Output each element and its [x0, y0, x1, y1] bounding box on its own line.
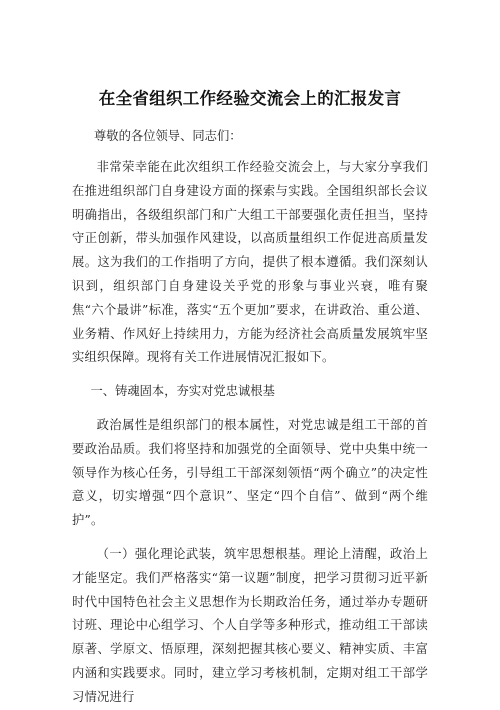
- subsection-1-paragraph: （一）强化理论武装，筑牢思想根基。理论上清醒，政治上才能坚定。我们严格落实“第一议题”制度，把学习贯彻习近平新时代中国特色社会主义思想作为长期政治任务，通过举办专题研讨班、理论中心组学习、个人自学等多种形式，推动组工干部读原著、学原文、悟原理，深刻把握其核心要义、精神实质、丰富内涵和实践要求。同时，建立学习考核机制，定期对组工干部学习情况进行: [72, 546, 428, 704]
- section-1-paragraph: 政治属性是组织部门的根本属性，对党忠诚是组工干部的首要政治品质。我们将坚持和加强党的全面领导、党中央集中统一领导作为核心任务，引导组工干部深刻领悟“两个确立”的决定性意义，切实增强“四个意识”、坚定“四个自信”、做到“两个维护”。: [72, 417, 428, 528]
- intro-paragraph: 非常荣幸能在此次组织工作经验交流会上，与大家分享我们在推进组织部门自身建设方面的探索与实践。全国组织部长会议明确指出，各级组织部门和广大组工干部要强化责任担当，坚持守正创新，带头加强作风建设，以高质量组织工作促进高质量发展。这为我们的工作指明了方向，提供了根本遵循。我们深刻认识到，组织部门自身建设关乎党的形象与事业兴衰，唯有聚焦“六个最讲”标准，落实“五个更加”要求，在讲政治、重公道、业务精、作风好上持续用力，方能为经济社会高质量发展筑牢坚实组织保障。现将有关工作进展情况汇报如下。: [72, 160, 428, 365]
- document-title: 在全省组织工作经验交流会上的汇报发言: [98, 89, 402, 108]
- section-heading-1: 一、铸魂固本，夯实对党忠诚根基: [90, 384, 275, 399]
- salutation: 尊敬的各位领导、同志们：: [94, 129, 242, 143]
